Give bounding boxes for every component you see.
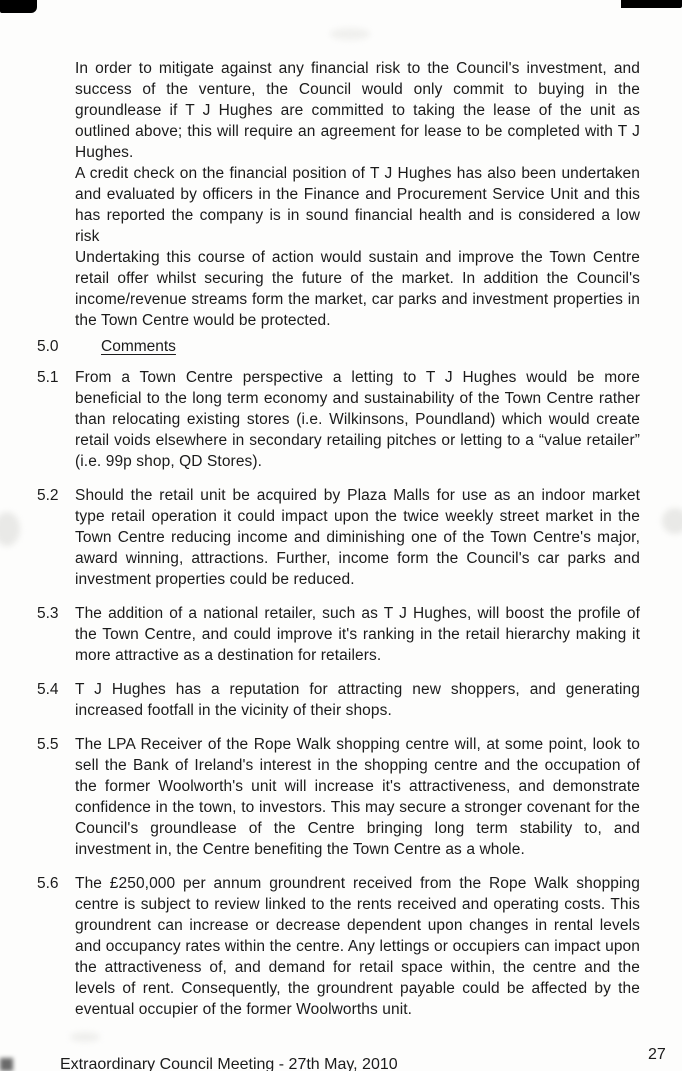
scan-smudge	[0, 512, 20, 546]
intro-paragraph: In order to mitigate against any financial risk to the Council's investment, and success of the venture, the Council would only commit to buying in the groundlease if T J Hughes are committed to taking the lease of the unit as outlined above; this will require an agreement for lease to be completed with T J Hughes.	[75, 60, 640, 161]
scan-artifact-top-right	[621, 0, 682, 8]
comment-item	[37, 679, 640, 721]
section-heading-title: Comments	[101, 338, 176, 355]
page-number: 27	[648, 1046, 666, 1063]
comment-number: 5.3	[37, 605, 59, 622]
comment-text: T J Hughes has a reputation for attracting new shoppers, and generating increased footfall in the vicinity of their shops.	[75, 681, 640, 719]
comment-number: 5.1	[37, 369, 59, 386]
comment-item	[37, 485, 640, 590]
comment-item	[37, 873, 640, 1020]
document-body	[37, 58, 640, 1033]
comment-text: From a Town Centre perspective a letting to T J Hughes would be more beneficial to the long term economy and sustainability of the Town Centre rather than relocating existing stores (i.e. Wilkinsons, Poundland) which would create retail voids elsewhere in secondary retailing pitches or letting to a “value retailer” (i.e. 99p shop, QD Stores).	[75, 369, 640, 470]
comment-number: 5.5	[37, 736, 59, 753]
comment-text: Should the retail unit be acquired by Plaza Malls for use as an indoor market type retail operation it could impact upon the twice weekly street market in the Town Centre reducing income and diminishing one of the Town Centre's major, award winning, attractions. Further, income form the Council's car parks and investment properties could be reduced.	[75, 487, 640, 588]
intro-paragraph: A credit check on the financial position of T J Hughes has also been undertaken and evaluated by officers in the Finance and Procurement Service Unit and this has reported the company is in sound financial health and is considered a low risk	[75, 165, 640, 245]
intro-paragraph: Undertaking this course of action would sustain and improve the Town Centre retail offer whilst securing the future of the market. In addition the Council's income/revenue streams form the market, car parks and investment properties in the Town Centre would be protected.	[75, 249, 640, 329]
comment-text: The addition of a national retailer, such as T J Hughes, will boost the profile of the Town Centre, and could improve it's ranking in the retail hierarchy making it more attractive as a destination for retailers.	[75, 605, 640, 664]
comment-number: 5.6	[37, 875, 59, 892]
section-number: 5.0	[37, 338, 59, 355]
scan-artifact-top-left	[0, 0, 37, 13]
comment-item	[37, 367, 640, 472]
scan-smudge	[330, 28, 370, 40]
comment-number: 5.2	[37, 487, 59, 504]
comment-text: The £250,000 per annum groundrent received from the Rope Walk shopping centre is subject to review linked to the rents received and operating costs. This groundrent can increase or decrease dependent upon changes in rental levels and occupancy rates within the centre. Any lettings or occupiers can impact upon the attractiveness of, and demand for retail space within, the centre and the levels of rent. Consequently, the groundrent payable could be affected by the eventual occupier of the former Woolworths unit.	[75, 875, 640, 1018]
footer-meeting-title: Extraordinary Council Meeting - 27th May, 2010	[60, 1056, 398, 1071]
scan-smudge	[662, 508, 682, 534]
scan-smudge	[70, 1032, 100, 1042]
comment-item	[37, 734, 640, 860]
comment-text: The LPA Receiver of the Rope Walk shopping centre will, at some point, look to sell the Bank of Ireland's interest in the shopping centre and the occupation of the former Woolworth's unit will increase it's attractiveness, and demonstrate confidence in the town, to investors. This may secure a stronger covenant for the Council's groundlease of the Centre bringing long term stability to, and investment in, the Centre benefiting the Town Centre as a whole.	[75, 736, 640, 858]
comment-number: 5.4	[37, 681, 59, 698]
scan-artifact-bottom-left	[0, 1058, 13, 1071]
comment-item	[37, 603, 640, 666]
section-heading-row	[37, 336, 640, 357]
